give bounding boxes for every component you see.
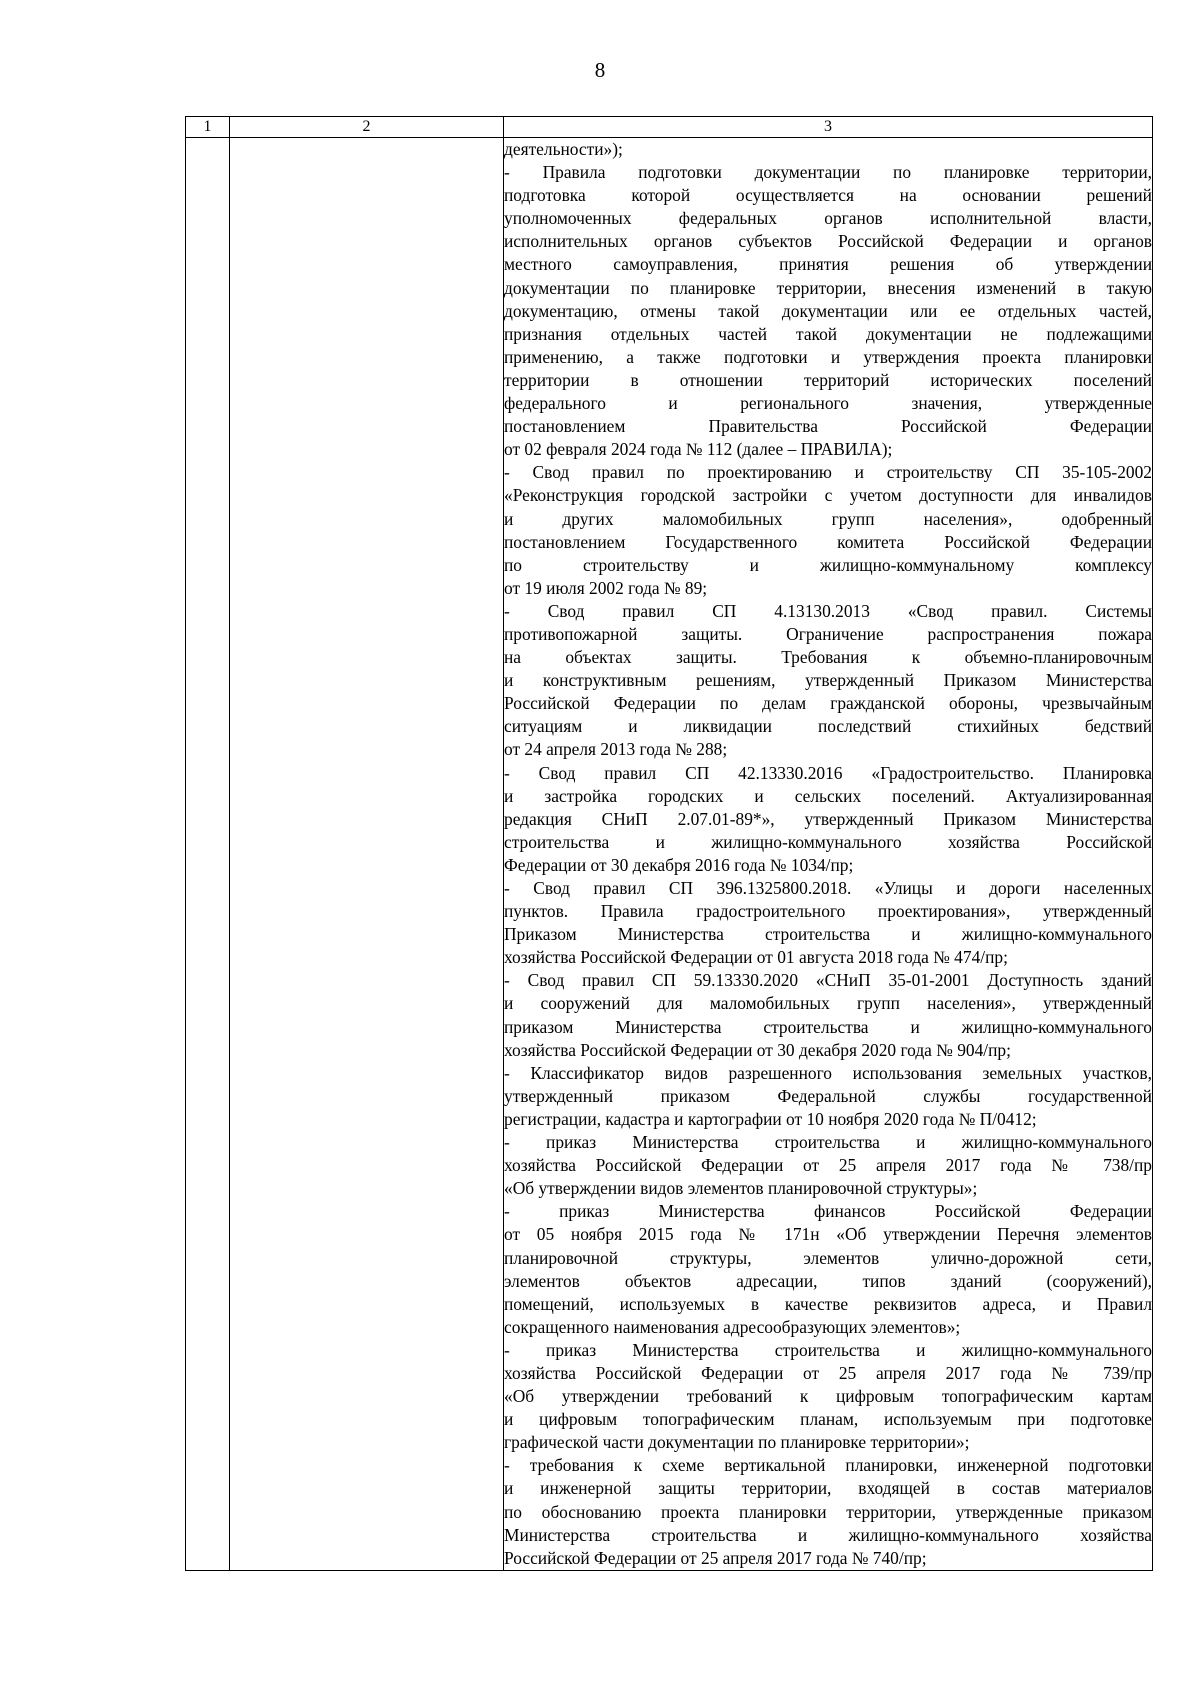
text-line: пунктов. Правила градостроительного проектирования», утвержденный	[504, 901, 1152, 922]
text-line: - Свод правил СП 4.13130.2013 «Свод правил. Системы	[504, 600, 1152, 621]
text-line: местного самоуправления, принятия решения об утверждении	[504, 254, 1152, 275]
text-line: - Свод правил СП 59.13330.2020 «СНиП 35-01-2001 Доступность зданий	[504, 970, 1152, 991]
text-line: противопожарной защиты. Ограничение распространения пожара	[504, 623, 1152, 644]
text-line: постановлением Правительства Российской Федерации	[504, 416, 1152, 437]
text-line: хозяйства Российской Федерации от 25 апреля 2017 года № 738/пр	[504, 1155, 1152, 1176]
text-line: «Реконструкция городской застройки с учетом доступности для инвалидов	[504, 485, 1152, 506]
text-line: по строительству и жилищно-коммунальному комплексу	[504, 554, 1152, 575]
text-line: помещений, используемых в качестве реквизитов адреса, и Правил	[504, 1293, 1152, 1314]
column-3-cell	[504, 138, 1153, 1571]
text-line: редакция СНиП 2.07.01-89*», утвержденный Приказом Министерства	[504, 808, 1152, 829]
text-line: документацию, отмены такой документации или ее отдельных частей,	[504, 300, 1152, 321]
text-line: - Классификатор видов разрешенного использования земельных участков,	[504, 1062, 1152, 1083]
page-number: 8	[594, 58, 606, 82]
text-line: и застройка городских и сельских поселений. Актуализированная	[504, 785, 1152, 806]
text-line: - требования к схеме вертикальной планировки, инженерной подготовки	[504, 1455, 1152, 1476]
text-line: - Свод правил СП 396.1325800.2018. «Улицы и дороги населенных	[504, 878, 1152, 898]
text-line: и инженерной защиты территории, входящей в состав материалов	[504, 1478, 1152, 1499]
text-line: - приказ Министерства строительства и жилищно-коммунального	[504, 1339, 1152, 1360]
text-line: регистрации, кадастра и картографии от 10 ноября 2020 года № П/0412;	[504, 1108, 1037, 1129]
text-line: Федерации от 30 декабря 2016 года № 1034/пр;	[504, 854, 854, 875]
text-line: - Свод правил по проектированию и строительству СП 35-105-2002	[504, 462, 1152, 483]
text-line: уполномоченных федеральных органов исполнительной власти,	[504, 208, 1152, 229]
text-line: деятельности»);	[504, 139, 623, 159]
text-line: федерального и регионального значения, утвержденные	[504, 393, 1152, 414]
text-line: и конструктивным решениям, утвержденный Приказом Министерства	[504, 670, 1152, 691]
text-line: Министерства строительства и жилищно-коммунального хозяйства	[504, 1524, 1152, 1545]
text-line: хозяйства Российской Федерации от 25 апреля 2017 года № 739/пр	[504, 1362, 1152, 1383]
text-line: «Об утверждении требований к цифровым топографическим картам	[504, 1386, 1152, 1407]
text-line: графической части документации по планировке территории»;	[504, 1432, 970, 1453]
text-line: хозяйства Российской Федерации от 01 августа 2018 года № 474/пр;	[504, 947, 1008, 968]
text-line: документации по планировке территории, внесения изменений в такую	[504, 277, 1152, 298]
column-1-cell	[186, 138, 230, 1571]
text-line: Российской Федерации по делам гражданской обороны, чрезвычайным	[504, 693, 1152, 714]
text-line: и сооружений для маломобильных групп населения», утвержденный	[504, 993, 1152, 1014]
text-line: «Об утверждении видов элементов планировочной структуры»;	[504, 1178, 978, 1199]
text-line: подготовка которой осуществляется на основании решений	[504, 185, 1152, 206]
document-table	[185, 116, 1153, 1571]
text-line: Российской Федерации от 25 апреля 2017 года № 740/пр;	[504, 1547, 927, 1568]
text-line: приказом Министерства строительства и жилищно-коммунального	[504, 1016, 1152, 1037]
text-line: исполнительных органов субъектов Российской Федерации и органов	[504, 231, 1152, 252]
text-line: по обоснованию проекта планировки территории, утвержденные приказом	[504, 1501, 1152, 1522]
text-line: на объектах защиты. Требования к объемно-планировочным	[504, 647, 1152, 668]
text-line: от 02 февраля 2024 года № 112 (далее – ПРАВИЛА);	[504, 439, 893, 460]
column-header-1: 1	[186, 117, 230, 138]
text-line: постановлением Государственного комитета Российской Федерации	[504, 531, 1152, 552]
column-header-3: 3	[504, 117, 1153, 138]
text-line: территории в отношении территорий исторических поселений	[504, 369, 1152, 390]
text-line: и цифровым топографическим планам, используемым при подготовке	[504, 1409, 1152, 1430]
text-line: и других маломобильных групп населения», одобренный	[504, 508, 1152, 529]
text-line: - Правила подготовки документации по планировке территории,	[504, 162, 1152, 183]
text-line: от 24 апреля 2013 года № 288;	[504, 739, 728, 760]
column-header-2: 2	[230, 117, 504, 138]
text-line: - Свод правил СП 42.13330.2016 «Градостроительство. Планировка	[504, 762, 1152, 783]
table-row	[186, 138, 1153, 1571]
text-line: от 05 ноября 2015 года № 171н «Об утверждении Перечня элементов	[504, 1224, 1152, 1245]
text-line: хозяйства Российской Федерации от 30 декабря 2020 года № 904/пр;	[504, 1039, 1011, 1060]
text-line: ситуациям и ликвидации последствий стихийных бедствий	[504, 716, 1152, 737]
text-line: элементов объектов адресации, типов зданий (сооружений),	[504, 1270, 1152, 1291]
text-line: сокращенного наименования адресообразующих элементов»;	[504, 1316, 961, 1337]
text-line: утвержденный приказом Федеральной службы государственной	[504, 1085, 1152, 1106]
text-line: планировочной структуры, элементов улично-дорожной сети,	[504, 1247, 1152, 1268]
text-line: применению, а также подготовки и утверждения проекта планировки	[504, 346, 1152, 367]
text-line: от 19 июля 2002 года № 89;	[504, 577, 708, 598]
table-header-row	[186, 117, 1153, 138]
text-line: признания отдельных частей такой документации не подлежащими	[504, 323, 1152, 344]
text-line: Приказом Министерства строительства и жилищно-коммунального	[504, 924, 1152, 945]
text-line: - приказ Министерства финансов Российской Федерации	[504, 1201, 1152, 1222]
column-2-cell	[230, 138, 504, 1571]
text-line: - приказ Министерства строительства и жилищно-коммунального	[504, 1132, 1152, 1153]
text-line: строительства и жилищно-коммунального хозяйства Российской	[504, 831, 1152, 852]
